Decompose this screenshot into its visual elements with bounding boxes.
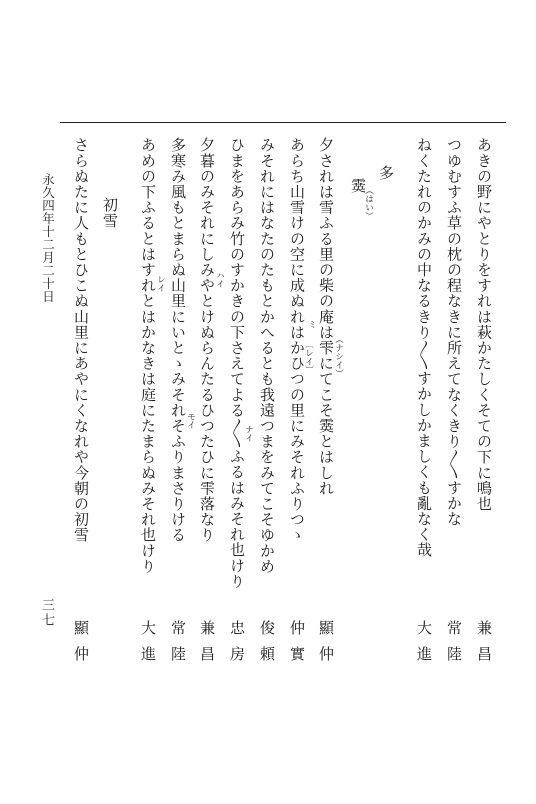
header-rule (60, 122, 506, 123)
poem-5: あらち山雪けの空に成ぬれはかひつの里にみそれふりつゝ (288, 137, 306, 543)
poem-10: あめの下ふるとはすれとはかなきは庭にたまらぬみそれ也けり (139, 137, 157, 574)
poem-3: ねくたれのかみの中なるきり〳〵すかしかましくも亂なく哉 (415, 137, 433, 558)
poem-4: 夕されは雪ふる里の柴の庵は雫にてこそ霙とはしれ (317, 137, 335, 496)
ruby-rei-bracket: 〔レイ〕 (303, 340, 314, 374)
ruby-rei: レイ (155, 275, 166, 292)
poem-1: あきの野にやとりをすれは萩かたしくそての下に鳴也 (475, 137, 493, 512)
poem-8: 夕暮のみそれにしみやとけぬらんたるひつたひに雫落なり (198, 137, 216, 543)
date-note: 永久四年十二月二十日 (40, 173, 56, 303)
author-1: 兼昌 (475, 620, 493, 672)
author-10: 大進 (139, 620, 157, 672)
ruby-nai: ナイ (243, 425, 254, 442)
author-6: 俊頼 (258, 620, 276, 672)
poem-11: さらぬたに人もとひこぬ山里にあやにくなれや今朝の初雪 (72, 137, 90, 543)
ruby-hai-2: ハイ (214, 271, 225, 288)
author-9: 常陸 (169, 620, 187, 672)
author-4: 顯仲 (317, 620, 335, 672)
page-number: 三七 (39, 598, 54, 628)
poem-6: みそれにはなたのたもとかへるとも我遠つまをみてこそゆかめ (258, 137, 276, 574)
section-title: 多 (377, 165, 395, 181)
author-3: 大進 (415, 620, 433, 672)
author-11: 顯仲 (72, 620, 90, 672)
author-5: 仲實 (288, 620, 306, 672)
ruby-mi: ミ (306, 320, 317, 329)
poem-2: つゆむすふ草の枕の程なきに所えてなくきり〳〵すかな (445, 137, 463, 527)
subsection-title: 霙 (349, 178, 367, 194)
author-2: 常陸 (445, 620, 463, 672)
subsection-title-2: 初雪 (101, 197, 119, 229)
poem-9: 多寒み風もとまらぬ山里にいとゝみそれそふりまさりける (169, 137, 187, 543)
ruby-moi: モイ (185, 412, 196, 429)
poem-7: ひまをあらみ竹のすかきの下さえてよる〳〵ふるはみそれ也けり (228, 137, 246, 589)
author-8: 兼昌 (198, 620, 216, 672)
author-7: 忠房 (228, 620, 246, 672)
ruby-hai: （はい） (363, 186, 374, 220)
ruby-nashii: （ナシイ） (333, 335, 344, 378)
